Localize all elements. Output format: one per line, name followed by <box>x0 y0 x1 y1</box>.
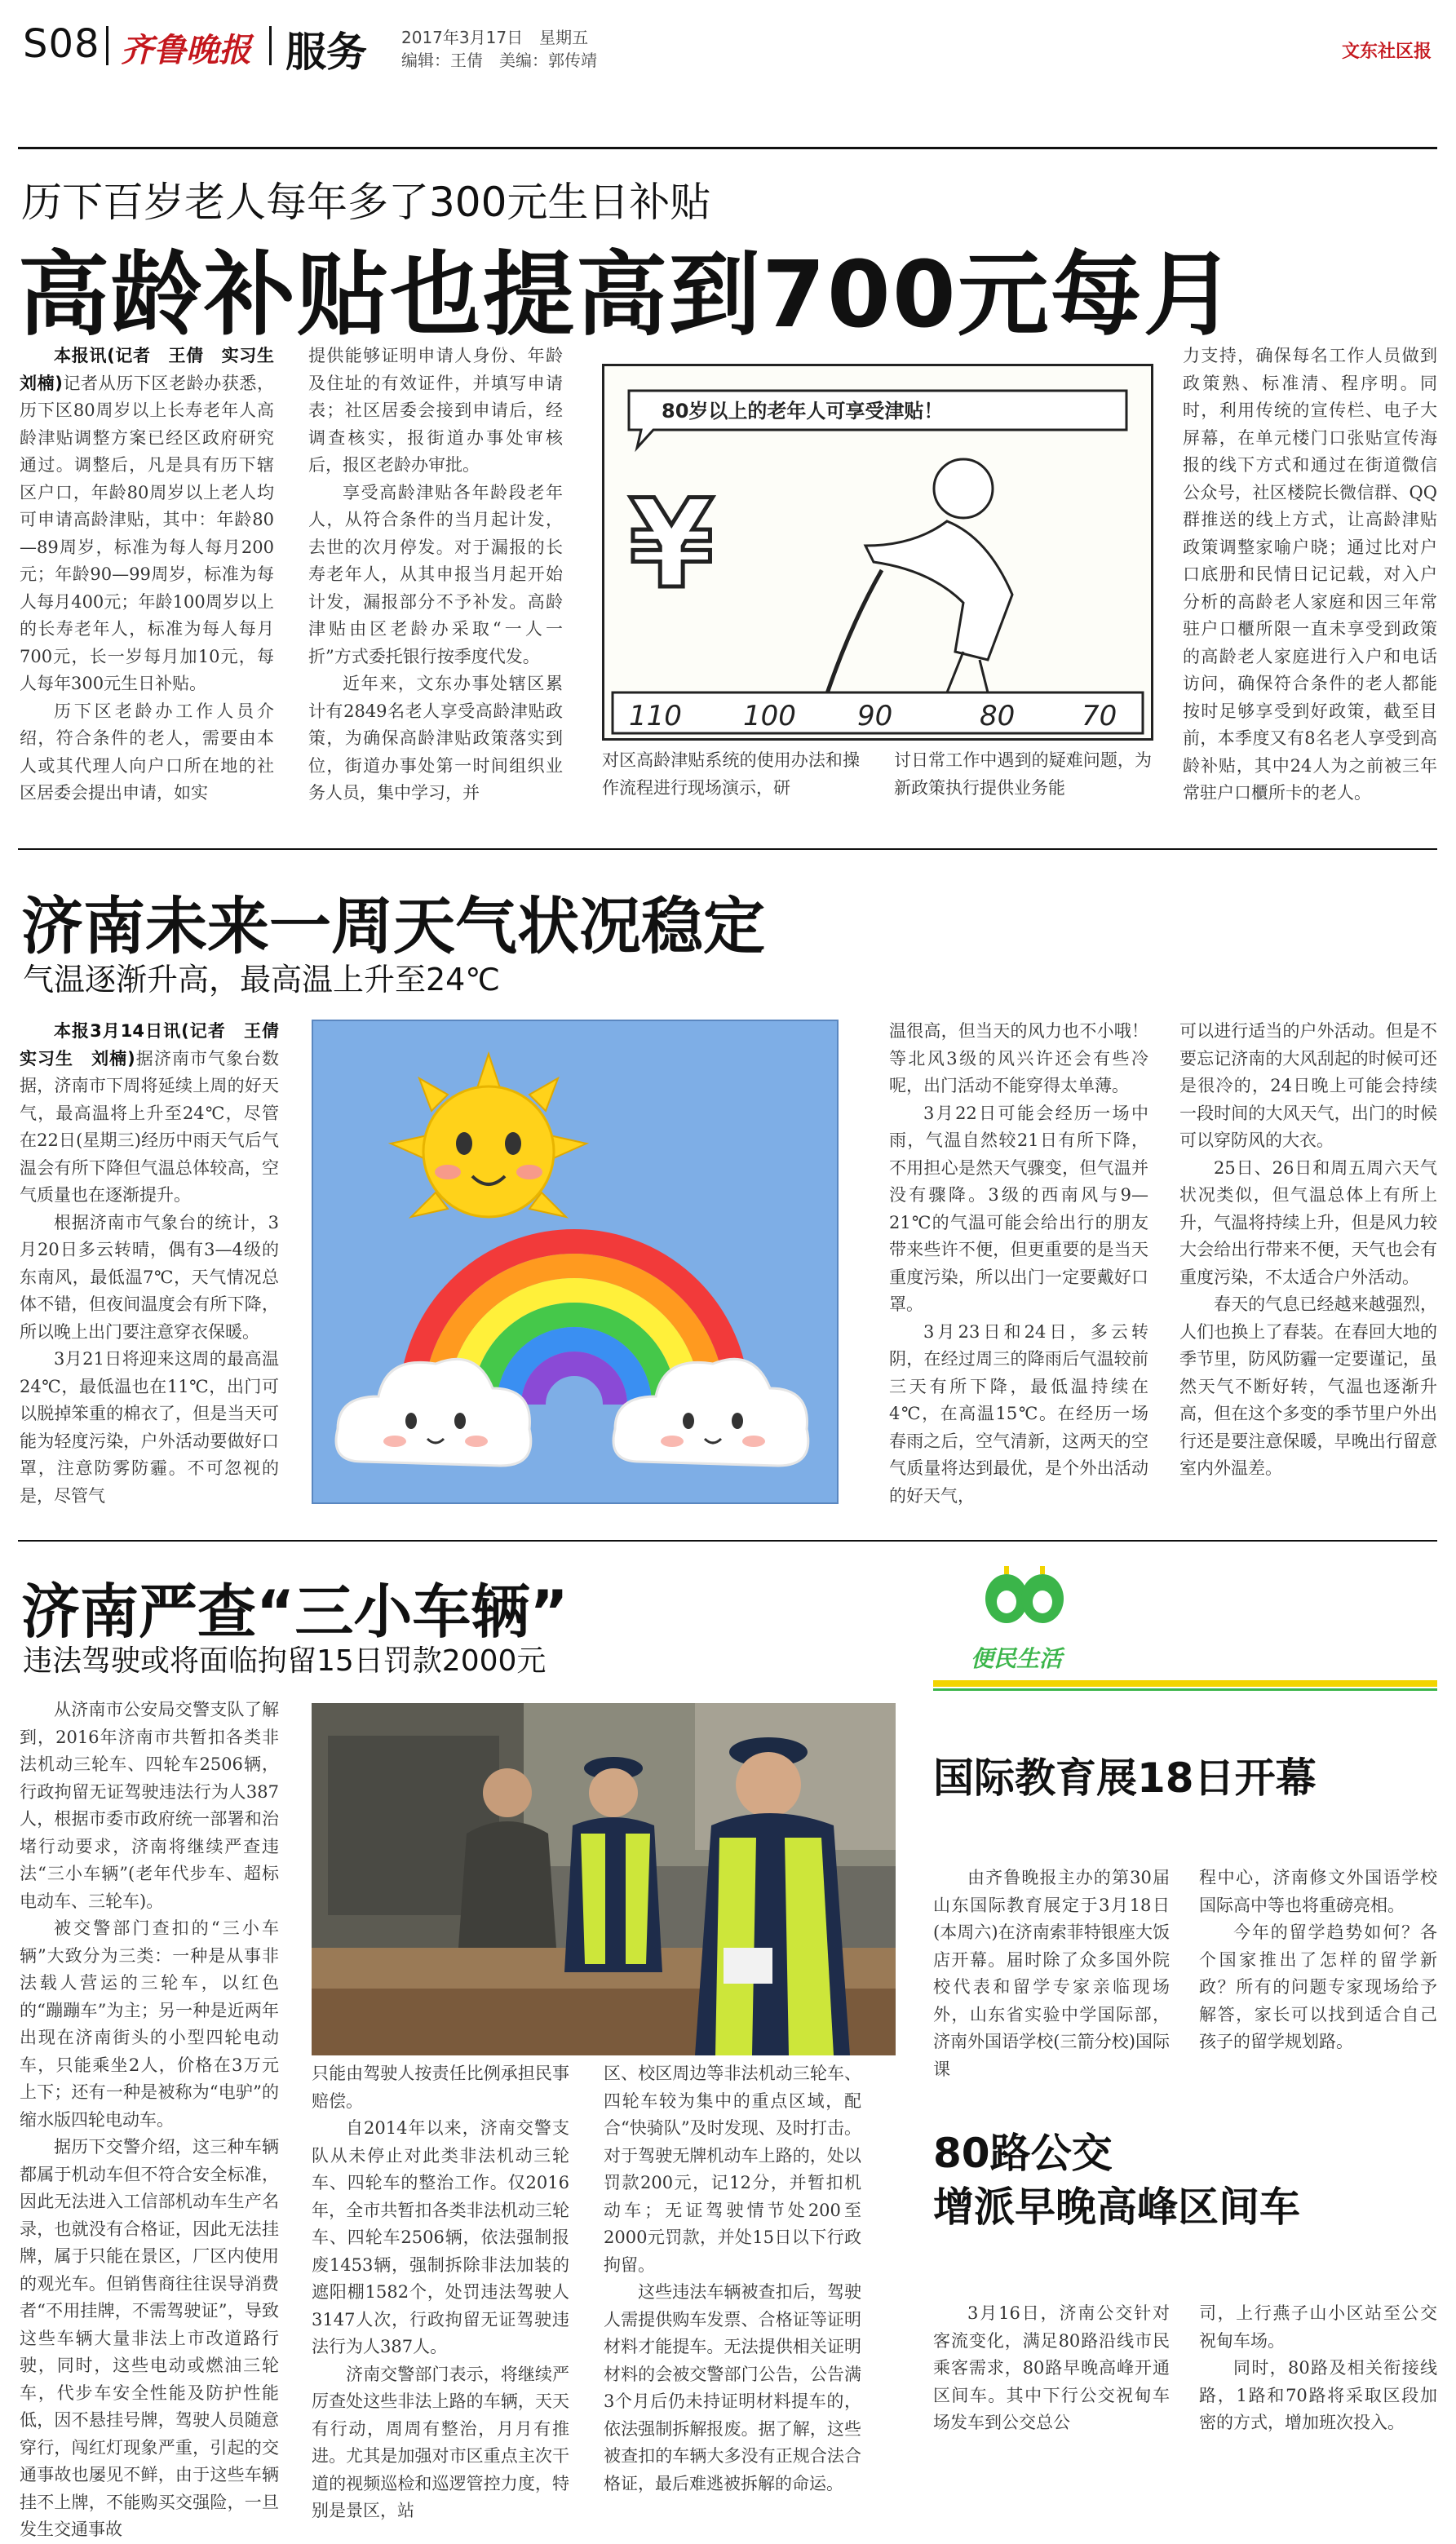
bus80-col1 <box>933 2300 1170 2475</box>
article1-col-right <box>1183 343 1437 803</box>
article1-headline: 高龄补贴也提高到700元每月 <box>18 242 1237 348</box>
article1-col2-p1: 提供能够证明申请人身份、年龄及住址的有效证件，并填写申请表；社区居委会接到申请后，经调查核实，报街道办事处审核后，报区老龄办审批。 <box>308 346 563 475</box>
photo-drawing <box>312 1703 896 2055</box>
article1-col1-p1: 记者从历下区老龄办获悉，历下区80周岁以上长寿老年人高龄津贴调整方案已经区政府研究通过。调整后，凡是具有历下辖区户口，年龄80周岁以上老人均可申请高龄津贴，其中：年龄80—89周岁，标准为每人每月200元；年龄90—99周岁，标准为每人每月400元；年龄100周岁以上的长寿老年人，标准为每人每月700元，长一岁每月加10元，每人每年300元生日补贴。 <box>20 373 274 693</box>
article3-under-photo-col2 <box>312 2060 569 2520</box>
police-inspection-photo <box>312 1703 896 2055</box>
article3-col3 <box>604 2060 861 2493</box>
article3-col1-p1: 从济南市公安局交警支队了解到，2016年济南市共暂扣各类非法机动三轮车、四轮车2506辆，行政拘留无证驾驶违法行为人387人，根据市委市政府统一部署和治堵行动要求，济南将继续严查违法“三小车辆”(老年代步车、超标电动车、三轮车)。 <box>20 1700 279 1911</box>
cartoon-drawing <box>604 366 1151 738</box>
education-expo-col1-p: 由齐鲁晚报主办的第30届山东国际教育展定于3月18日(本周六)在济南索菲特银座大饭店开幕。届时除了众多国外院校代表和留学专家亲临现场外，山东省实验中学国际部，济南外国语学校(三箭分校)国际课 <box>933 1868 1170 2079</box>
bus80-col2-pb: 同时，80路及相关衔接线路，1路和70路将采取区段加密的方式，增加班次投入。 <box>1199 2358 1437 2432</box>
article1-col2 <box>308 343 563 803</box>
article2-col3-p1: 3月22日可能会经历一场中雨，气温自然较21日有所下降，不用担心是然天气骤变，但气温并没有骤降。3级的西南风与9—21℃的气温可能会给出行的朋友带来些许不便，但更重要的是当天重度污染，所以出门一定要戴好口罩。 <box>889 1103 1148 1314</box>
convenience-yellow-rule <box>933 1680 1437 1687</box>
article2-col4-p1: 25日、26日和周五周六天气状况类似，但气温总体上有所上升，气温将持续上升，但是风力较大会给出行带来不便，天气也会有重度污染，不太适合户外活动。 <box>1179 1157 1437 1287</box>
article3-col1-p2: 被交警部门查扣的“三小车辆”大致分为三类：一种是从事非法载人营运的三轮车，以红色的“蹦蹦车”为主；另一种是近两年出现在济南街头的小型四轮电动车，只能乘坐2人，价格在3万元上下；还有一种是被称为“电驴”的缩水版四轮电动车。 <box>20 1918 279 2130</box>
education-expo-col1 <box>933 1865 1170 2101</box>
page-number: S08 <box>23 21 100 67</box>
article1-colright-p1: 力支持，确保每名工作人员做到政策熟、标准清、程序明。同时，利用传统的宣传栏、电子大屏幕，在单元楼门口张贴宣传海报的线下方式和通过在街道微信公众号，社区楼院长微信群、QQ群推送的线上方式，让高龄津贴政策调整家喻户晓；通过比对户口底册和民情日记记载，对入户分析的高龄老人家庭和因三年常驻户口櫃所限一直未享受到政策的高龄老人家庭进行入户和电话访问，确保符合条件的老人都能按时足够享受到好政策，截至目前，本季度又有8名老人享受到高龄补贴，其中24人为之前被三年常驻户口櫃所卡的老人。 <box>1183 346 1437 803</box>
corner-tag: 文东社区报 <box>1341 42 1432 62</box>
article1-col1-p2: 历下区老龄办工作人员介绍，符合条件的老人，需要由本人或其代理人向户口所在地的社区居委会提出申请，如实 <box>20 701 274 803</box>
elder-body <box>865 521 1012 660</box>
masthead-rule <box>18 147 1437 149</box>
article2-bottom-rule <box>18 1540 1437 1542</box>
article3-under-photo-a: 只能由驾驶人按责任比例承担民事赔偿。 <box>312 2064 569 2111</box>
article2-col3-p0: 温很高，但当天的风力也不小哦！等北风3级的风兴许还会有些冷呢，出门活动不能穿得太单薄。 <box>889 1021 1148 1095</box>
ruler-label-90: 90 <box>857 700 893 732</box>
leaf-logo-icon <box>976 1560 1073 1649</box>
article2-col1-p3: 3月21日将迎来这周的最高温24℃，最低温也在11℃，出门可以脱掉笨重的棉衣了，但是当天可能为轻度污染，户外活动要做好口罩，注意防雾防霾。不可忽视的是，尽管气 <box>20 1349 279 1506</box>
article2-col3-p2: 3月23日和24日，多云转阴，在经过周三的降雨后气温较前三天有所下降，最低温持续在4℃，在高温15℃。在经历一场春雨之后，空气清新，这两天的空气质量将达到最优，是个外出活动的好天气， <box>889 1321 1148 1506</box>
article2-col4-p2: 春天的气息已经越来越强烈，人们也换上了春装。在春回大地的季节里，防风防霾一定要谨记，虽然天气不断好转，气温也逐渐升高，但在这个多变的季节里户外出行还是要注意保暖，早晚出行留意室内外温差。 <box>1179 1294 1437 1478</box>
education-expo-col2 <box>1199 1865 1437 2101</box>
weather-drawing <box>313 1021 837 1502</box>
article1-col2-p3: 近年来，文东办事处辖区累计有2849名老人享受高龄津贴政策，为确保高龄津贴政策落实到位，街道办事处第一时间组织业务人员，集中学习，并 <box>308 674 563 803</box>
article2-byline: 本报3月14日讯(记者 王倩 实习生 刘楠) <box>20 1021 296 1068</box>
article3-under-photo-b: 自2014年以来，济南交警支队从未停止对此类非法机动三轮车、四轮车的整治工作。仅2016年，全市共暂扣各类非法机动三轮车、四轮车2506辆，依法强制报废1453辆，强制拆除非法加装的遮阳棚1582个，处罚违法驾驶人3147人次，行政拘留无证驾驶违法行为人387人。 <box>312 2118 569 2356</box>
bus80-col2 <box>1199 2300 1437 2475</box>
cartoon-elderly-subsidy <box>602 364 1153 741</box>
sun-icon <box>391 1054 586 1217</box>
convenience-logo-text: 便民生活 <box>971 1645 1063 1672</box>
paper-name-logo: 齐鲁晚报 <box>121 31 251 69</box>
article2-col4 <box>1179 1018 1437 1507</box>
article1-under-cartoon-b <box>894 747 1152 804</box>
education-expo-headline: 国际教育展18日开幕 <box>933 1754 1317 1802</box>
yuan-sign-icon: ¥ <box>629 474 715 616</box>
editors-line: 编辑：王倩 美编：郭传靖 <box>401 51 597 70</box>
education-expo-col2-pb: 今年的留学趋势如何？各个国家推出了怎样的留学新政？所有的问题专家现场给予解答，家长可以找到适合自己孩子的留学规划路。 <box>1199 1922 1437 2051</box>
article3-subhead: 违法驾驶或将面临拘留15日罚款2000元 <box>23 1644 547 1678</box>
article1-col2-p2: 享受高龄津贴各年龄段老年人，从符合条件的当月起计发，去世的次月停发。对于漏报的长寿老年人，从其申报当月起开始计发，漏报部分不予补发。高龄津贴由区老龄办采取“一人一折”方式委托银行按季度代发。 <box>308 482 563 666</box>
article1-col1 <box>20 343 291 803</box>
bus80-headline-1: 80路公交 <box>933 2130 1113 2177</box>
section-title: 服务 <box>285 29 367 76</box>
article2-col3 <box>889 1018 1148 1507</box>
article3-col3-p0: 区、校区周边等非法机动三轮车、四轮车较为集中的重点区域，配合“快骑队”及时发现、及时打击。对于驾驶无牌机动车上路的，处以罚款200元，记12分，并暂扣机动车；无证驾驶情节处200至2000元罚款，并处15日以下行政拘留。 <box>604 2064 861 2275</box>
article2-col1 <box>20 1018 296 1507</box>
ruler-label-110: 110 <box>629 700 682 732</box>
article1-byline: 本报讯(记者 王倩 实习生 刘楠) <box>20 346 291 393</box>
convenience-green-rule <box>933 1688 1437 1691</box>
article1-kicker: 历下百岁老人每年多了300元生日补贴 <box>21 179 711 226</box>
article3-col1 <box>20 1697 279 2539</box>
article3-under-photo-c: 济南交警部门表示，将继续严厉查处这些非法上路的车辆，天天有行动，周周有整治，月月有推进。尤其是加强对市区重点主次干道的视频巡检和巡逻管控力度，特别是景区，站 <box>312 2364 569 2520</box>
article2-col1-p1: 据济南市气象台数据，济南市下周将延续上周的好天气，最高温将上升至24℃，尽管在22日(星期三)经历中雨天气后气温会有所下降但气温总体较高，空气质量也在逐渐提升。 <box>20 1048 279 1205</box>
masthead-divider-2 <box>269 26 272 65</box>
bus80-col2-pa: 司，上行燕子山小区站至公交祝甸车场。 <box>1199 2303 1437 2351</box>
article1-bottom-rule <box>18 848 1437 850</box>
article2-col1-p2: 根据济南市气象台的统计，3月20日多云转晴，偶有3—4级的东南风，最低温7℃，天气情况总体不错，但夜间温度会有所下降，所以晚上出门要注意穿衣保暖。 <box>20 1212 279 1342</box>
under-cartoon-text-b: 讨日常工作中遇到的疑难问题，为新政策执行提供业务能 <box>894 750 1152 798</box>
masthead-divider <box>106 26 108 65</box>
article2-headline: 济南未来一周天气状况稳定 <box>21 890 765 962</box>
ruler-label-100: 100 <box>743 700 796 732</box>
elder-head <box>934 459 993 518</box>
bus80-headline-2: 增派早晚高峰区间车 <box>933 2183 1300 2231</box>
article3-headline: 济南严查“三小车辆” <box>21 1577 569 1646</box>
bus80-col1-p: 3月16日，济南公交针对客流变化，满足80路沿线市民乘客需求，80路早晚高峰开通区间车。其中下行公交祝甸车场发车到公交总公 <box>933 2303 1170 2432</box>
article2-subhead: 气温逐渐升高，最高温上升至24℃ <box>23 962 501 998</box>
ruler-label-80: 80 <box>980 700 1016 732</box>
walking-cane <box>825 570 882 701</box>
article2-col4-p0: 可以进行适当的户外活动。但是不要忘记济南的大风刮起的时候可还是很冷的，24日晚上可能会持续一段时间的大风天气，出门的时候可以穿防风的大衣。 <box>1179 1021 1437 1150</box>
education-expo-col2-pa: 程中心，济南修文外国语学校国际高中等也将重磅亮相。 <box>1199 1868 1437 1915</box>
weather-illustration <box>312 1020 839 1504</box>
article1-under-cartoon-a <box>602 747 860 804</box>
ruler-label-70: 70 <box>1082 700 1117 732</box>
article3-col3-p1: 这些违法车辆被查扣后，驾驶人需提供购车发票、合格证等证明材料才能提车。无法提供相关证明材料的会被交警部门公告，公告满3个月后仍未持证明材料提车的，依法强制拆解报废。据了解，这些被查扣的车辆大多没有正规合法合格证，最后难逃被拆解的命运。 <box>604 2282 861 2493</box>
date-line: 2017年3月17日 星期五 <box>401 28 589 47</box>
cartoon-caption: 80岁以上的老年人可享受津贴！ <box>662 400 944 423</box>
under-cartoon-text-a: 对区高龄津贴系统的使用办法和操作流程进行现场演示，研 <box>602 750 860 798</box>
article3-col1-p3: 据历下交警介绍，这三种车辆都属于机动车但不符合安全标准，因此无法进入工信部机动车生产名录，也就没有合格证，因此无法挂牌，属于只能在景区，厂区内使用的观光车。但销售商往往误导消费者“不用挂牌，不需驾驶证”，导致这些车辆大量非法上市改道路行驶，同时，这些电动或燃油三轮车，代步车安全性能及防护性能低，因不悬挂号牌，驾驶人员随意穿行，闯红灯现象严重，引起的交通事故也屡见不鲜，由于这些车辆挂不上牌，不能购买交强险，一旦发生交通事故 <box>20 2137 279 2539</box>
